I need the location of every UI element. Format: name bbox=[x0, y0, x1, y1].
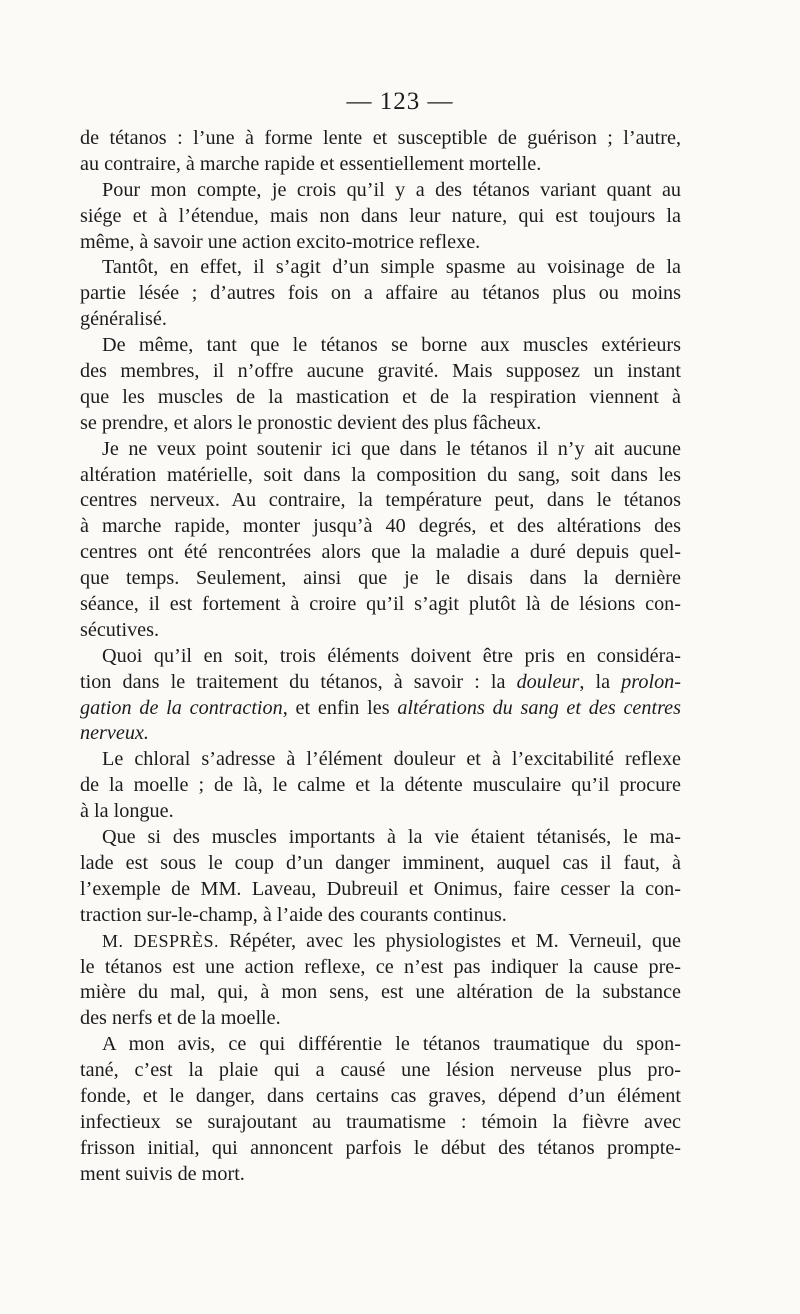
text-line: partie lésée ; d’autres fois on a affaire au tétanos plus ou moins bbox=[80, 282, 681, 305]
text-line: se prendre, et alors le pronostic devient des plus fâcheux. bbox=[80, 411, 542, 434]
text-line: Je ne veux point soutenir ici que dans le tétanos il n’y ait aucune bbox=[102, 437, 681, 460]
text-line: infectieux se surajoutant au traumatisme : témoin la fièvre avec bbox=[80, 1110, 681, 1133]
text-line-mixed bbox=[80, 696, 681, 722]
page-number: — 123 — bbox=[346, 88, 454, 115]
text-line: siége et à l’étendue, mais non dans leur nature, qui est toujours la bbox=[80, 204, 681, 227]
text-line: mière du mal, qui, à mon sens, est une altération de la substance bbox=[80, 981, 681, 1004]
text-line: centres nerveux. Au contraire, la température peut, dans le tétanos bbox=[80, 489, 681, 512]
text-line: frisson initial, qui annoncent parfois le début des tétanos prompte- bbox=[80, 1136, 681, 1159]
text-line: centres ont été rencontrées alors que la maladie a duré depuis quel- bbox=[80, 541, 681, 564]
text-segment: , et enfin les bbox=[282, 696, 398, 719]
speaker-name: M. DESPRÈS. bbox=[102, 930, 220, 951]
text-line-mixed bbox=[80, 670, 681, 696]
text-line: généralisé. bbox=[80, 308, 167, 331]
italic-douleur: douleur bbox=[516, 670, 580, 693]
text-line: A mon avis, ce qui différentie le tétanos traumatique du spon- bbox=[102, 1033, 681, 1056]
text-line: fonde, et le danger, dans certains cas graves, dépend d’un élément bbox=[80, 1084, 681, 1107]
text-line: de tétanos : l’une à forme lente et susceptible de guérison ; l’autre, bbox=[80, 127, 681, 149]
text-line: que les muscles de la mastication et de la respiration viennent à bbox=[80, 385, 681, 408]
text-line: de la moelle ; de là, le calme et la détente musculaire qu’il procure bbox=[80, 774, 681, 797]
text-line: Le chloral s’adresse à l’élément douleur et à l’excitabilité reflexe bbox=[102, 748, 681, 771]
text-line: des membres, il n’offre aucune gravité. Mais supposez un instant bbox=[80, 360, 681, 383]
text-segment: Répéter, avec les physiologistes et M. Verneuil, que bbox=[229, 929, 681, 952]
text-line: Tantôt, en effet, il s’agit d’un simple spasme au voisinage de la bbox=[102, 256, 681, 279]
text-line: tané, c’est la plaie qui a causé une lésion nerveuse plus pro- bbox=[80, 1059, 681, 1082]
text-line: altération matérielle, soit dans la composition du sang, soit dans les bbox=[80, 463, 681, 486]
text-segment: tion dans le traitement du tétanos, à savoir : la bbox=[80, 670, 517, 693]
text-line: à la longue. bbox=[80, 800, 174, 823]
italic-alterations: altérations du sang et des centres bbox=[397, 696, 681, 719]
text-segment: , la bbox=[579, 670, 622, 693]
text-line: Quoi qu’il en soit, trois éléments doivent être pris en considéra- bbox=[102, 644, 681, 667]
text-line: à marche rapide, monter jusqu’à 40 degrés, et des altérations des bbox=[80, 515, 681, 538]
text-line: Que si des muscles importants à la vie étaient tétanisés, le ma- bbox=[102, 826, 681, 849]
text-line-speaker bbox=[80, 929, 681, 955]
text-line: que temps. Seulement, ainsi que je le disais dans la dernière bbox=[80, 567, 681, 590]
text-line bbox=[80, 721, 681, 747]
text-line: séance, il est fortement à croire qu’il s’agit plutôt là de lésions con- bbox=[80, 593, 681, 616]
text-line: le tétanos est une action reflexe, ce n’est pas indiquer la cause pre- bbox=[80, 955, 681, 978]
text-line: l’exemple de MM. Laveau, Dubreuil et Onimus, faire cesser la con- bbox=[80, 877, 681, 900]
italic-nerveux: nerveux. bbox=[80, 722, 149, 745]
page-body bbox=[80, 126, 681, 1188]
italic-contraction: gation de la contraction bbox=[80, 696, 283, 719]
italic-prolongation: prolon- bbox=[621, 670, 681, 693]
text-line: De même, tant que le tétanos se borne aux muscles extérieurs bbox=[102, 334, 681, 357]
text-line: ment suivis de mort. bbox=[80, 1162, 245, 1185]
text-line: traction sur-le-champ, à l’aide des courants continus. bbox=[80, 903, 507, 926]
text-line: au contraire, à marche rapide et essentiellement mortelle. bbox=[80, 152, 542, 175]
text-line: lade est sous le coup d’un danger imminent, auquel cas il faut, à bbox=[80, 851, 681, 874]
text-line: sécutives. bbox=[80, 618, 160, 641]
text-line: des nerfs et de la moelle. bbox=[80, 1007, 281, 1030]
text-line: Pour mon compte, je crois qu’il y a des tétanos variant quant au bbox=[102, 178, 681, 201]
text-line: même, à savoir une action excito-motrice reflexe. bbox=[80, 230, 481, 253]
